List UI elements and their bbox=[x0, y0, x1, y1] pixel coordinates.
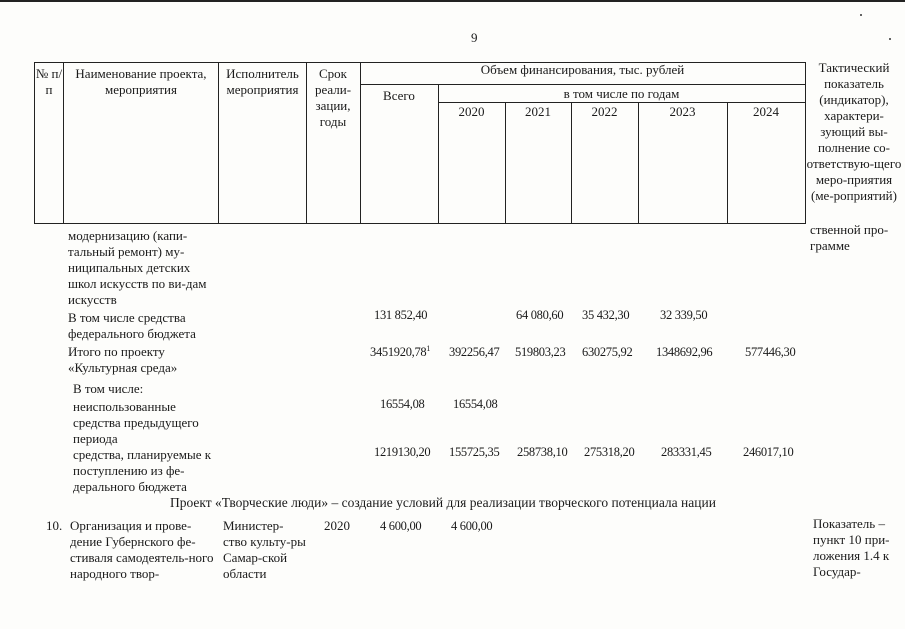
row-federal-label: В том числе средства федерального бюджета bbox=[68, 310, 196, 341]
header-col-name: Наименование проекта, мероприятия bbox=[75, 66, 207, 97]
row-including-label: В том числе: bbox=[73, 381, 144, 396]
row-total-2022: 630275,92 bbox=[582, 345, 633, 359]
row-planned-2020: 155725,35 bbox=[449, 445, 500, 459]
header-bottom-line bbox=[34, 223, 806, 224]
header-year-2022: 2022 bbox=[591, 104, 618, 119]
header-col-executor: Исполнитель мероприятия bbox=[226, 66, 299, 97]
row-federal-total: 131 852,40 bbox=[374, 308, 428, 322]
page-top-border bbox=[0, 0, 905, 2]
row10-indicator: Показатель – пункт 10 при-ложения 1.4 к Государ- bbox=[813, 516, 890, 579]
row-unused-total: 16554,08 bbox=[380, 397, 425, 411]
row-continuation-name: модернизацию (капи-тальный ремонт) му-ниципальных детских школ искусств по ви-дам искусств bbox=[68, 228, 207, 307]
row-planned-2023: 283331,45 bbox=[661, 445, 712, 459]
row-federal-2021: 64 080,60 bbox=[516, 308, 564, 322]
page-number: 9 bbox=[471, 30, 478, 45]
header-year-2020: 2020 bbox=[458, 104, 485, 119]
header-col-number: № п/п bbox=[35, 66, 63, 97]
header-col-term: Срок реали-зации, годы bbox=[314, 66, 352, 129]
scan-speck bbox=[889, 38, 891, 40]
row-planned-2021: 258738,10 bbox=[517, 445, 568, 459]
row-unused-label: неиспользованные средства предыдущего периода bbox=[73, 399, 199, 446]
row10-2020: 4 600,00 bbox=[451, 519, 493, 533]
row-unused-2020: 16554,08 bbox=[453, 397, 498, 411]
row-total-value: 3451920,78$^1$ bbox=[370, 343, 431, 359]
row-total-2023: 1348692,96 bbox=[656, 345, 713, 359]
row10-executor: Министер-ство культу-ры Самар-ской области bbox=[223, 518, 306, 581]
funding-divider bbox=[360, 84, 806, 85]
header-year-2021: 2021 bbox=[525, 104, 551, 119]
header-col-by-years: в том числе по годам bbox=[563, 86, 680, 101]
row-federal-2023: 32 339,50 bbox=[660, 308, 708, 322]
row-federal-2022: 35 432,30 bbox=[582, 308, 630, 322]
row-total-label: Итого по проекту «Культурная среда» bbox=[68, 344, 178, 375]
row-planned-label: средства, планируемые к поступлению из фе-дерального бюджета bbox=[73, 447, 212, 494]
project-heading: Проект «Творческие люди» – создание условий для реализации творческого потенциала нации bbox=[170, 495, 716, 510]
row-total-2021: 519803,23 bbox=[515, 345, 566, 359]
row-total-2020: 392256,47 bbox=[449, 345, 500, 359]
row-total-2024: 577446,30 bbox=[745, 345, 796, 359]
years-divider bbox=[438, 102, 806, 103]
scan-speck bbox=[860, 14, 862, 16]
header-year-2023: 2023 bbox=[669, 104, 696, 119]
row10-number: 10. bbox=[46, 518, 63, 533]
header-col-total: Всего bbox=[383, 88, 415, 103]
header-col-funding: Объем финансирования, тыс. рублей bbox=[480, 62, 685, 77]
header-col-indicator: Тактический показатель (индикатор), характери-зующий вы-полнение со-ответствую-щего меро-приятия (ме-роприятий) bbox=[806, 60, 902, 203]
row-planned-total: 1219130,20 bbox=[374, 445, 431, 459]
row-planned-2024: 246017,10 bbox=[743, 445, 794, 459]
row-planned-2022: 275318,20 bbox=[584, 445, 635, 459]
header-year-2024: 2024 bbox=[753, 104, 779, 119]
row10-total: 4 600,00 bbox=[380, 519, 422, 533]
row10-term: 2020 bbox=[324, 518, 350, 533]
row10-name: Организация и прове-дение Губернского фе-стиваля самодеятель-ного народного твор- bbox=[70, 518, 214, 581]
row-continuation-indicator: ственной про-грамме bbox=[810, 222, 889, 253]
